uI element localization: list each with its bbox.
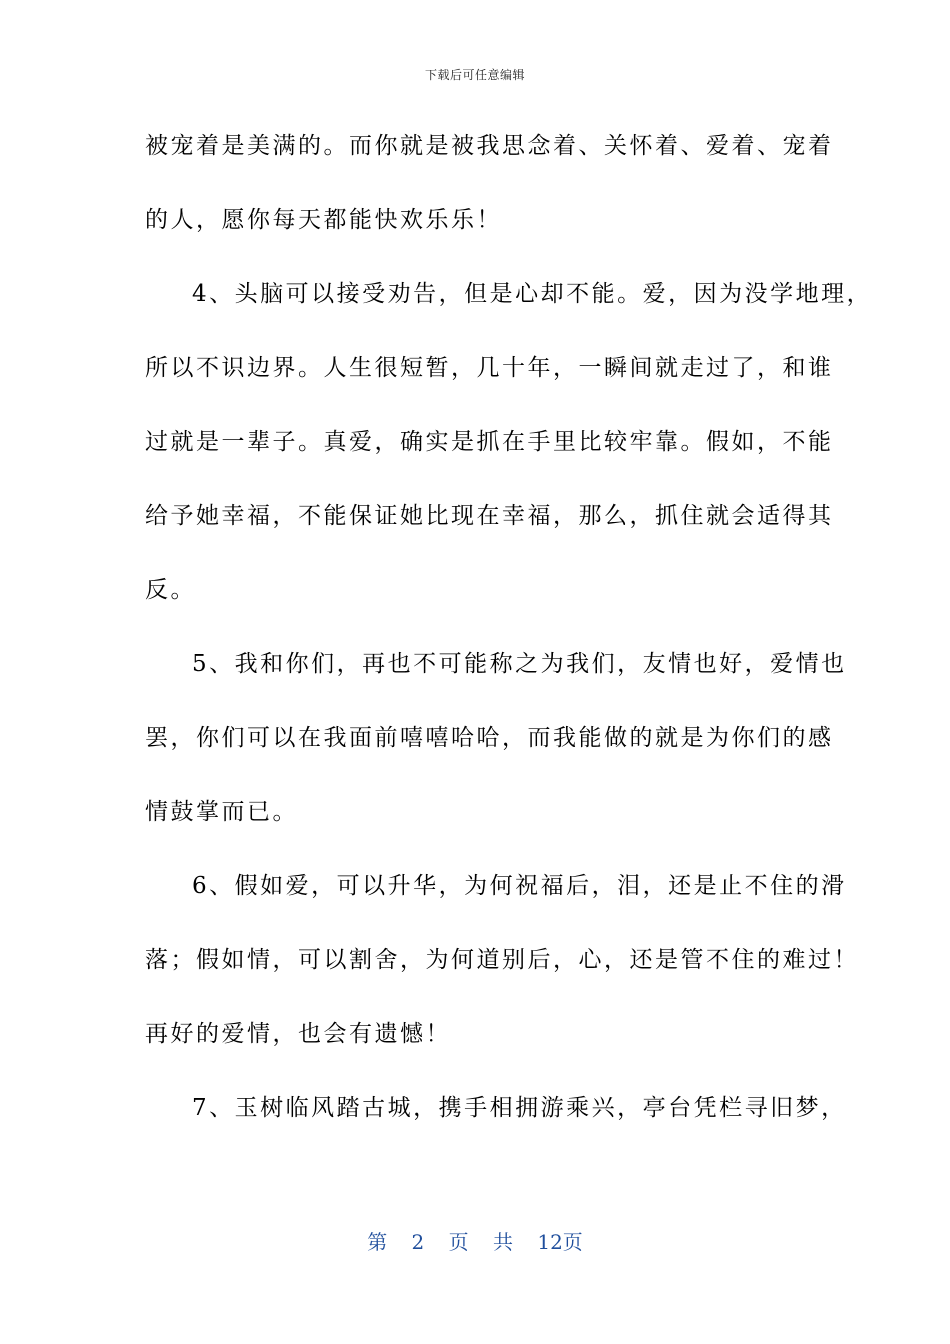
paragraph-line: 6、假如爱，可以升华，为何祝福后，泪，还是止不住的滑 [192, 873, 847, 899]
header-note: 下载后可任意编辑 [424, 68, 525, 82]
paragraph-line: 落；假如情，可以割舍，为何道别后，心，还是管不住的难过！ [145, 947, 859, 973]
paragraph-line: 给予她幸福，不能保证她比现在幸福，那么，抓住就会适得其 [145, 503, 834, 529]
page-number-footer [0, 1226, 950, 1255]
paragraph-line: 4、头脑可以接受劝告，但是心却不能。爱，因为没学地理， [192, 281, 873, 307]
paragraph-line: 5、我和你们，再也不可能称之为我们，友情也好，爱情也 [192, 651, 847, 677]
footer-total-word: 共 [493, 1230, 513, 1254]
current-page-number: 2 [411, 1230, 425, 1254]
paragraph-line: 再好的爱情，也会有遗憾！ [145, 1021, 451, 1047]
paragraph-line: 罢，你们可以在我面前嘻嘻哈哈，而我能做的就是为你们的感 [145, 725, 834, 751]
paragraph-line: 过就是一辈子。真爱，确实是抓在手里比较牢靠。假如，不能 [145, 429, 834, 455]
total-pages: 12页 [537, 1230, 583, 1254]
paragraph-line: 7、玉树临风踏古城，携手相拥游乘兴，亭台凭栏寻旧梦， [192, 1095, 847, 1121]
footer-page-word: 页 [448, 1230, 469, 1254]
paragraph-line: 的人，愿你每天都能快欢乐乐！ [145, 207, 502, 233]
footer-prefix: 第 [367, 1230, 388, 1254]
paragraph-line: 情鼓掌而已。 [145, 799, 298, 825]
document-body [145, 124, 873, 1160]
paragraph-line: 所以不识边界。人生很短暂，几十年，一瞬间就走过了，和谁 [145, 355, 834, 381]
paragraph-line: 被宠着是美满的。而你就是被我思念着、关怀着、爱着、宠着 [145, 133, 834, 159]
paragraph-line: 反。 [145, 577, 196, 603]
